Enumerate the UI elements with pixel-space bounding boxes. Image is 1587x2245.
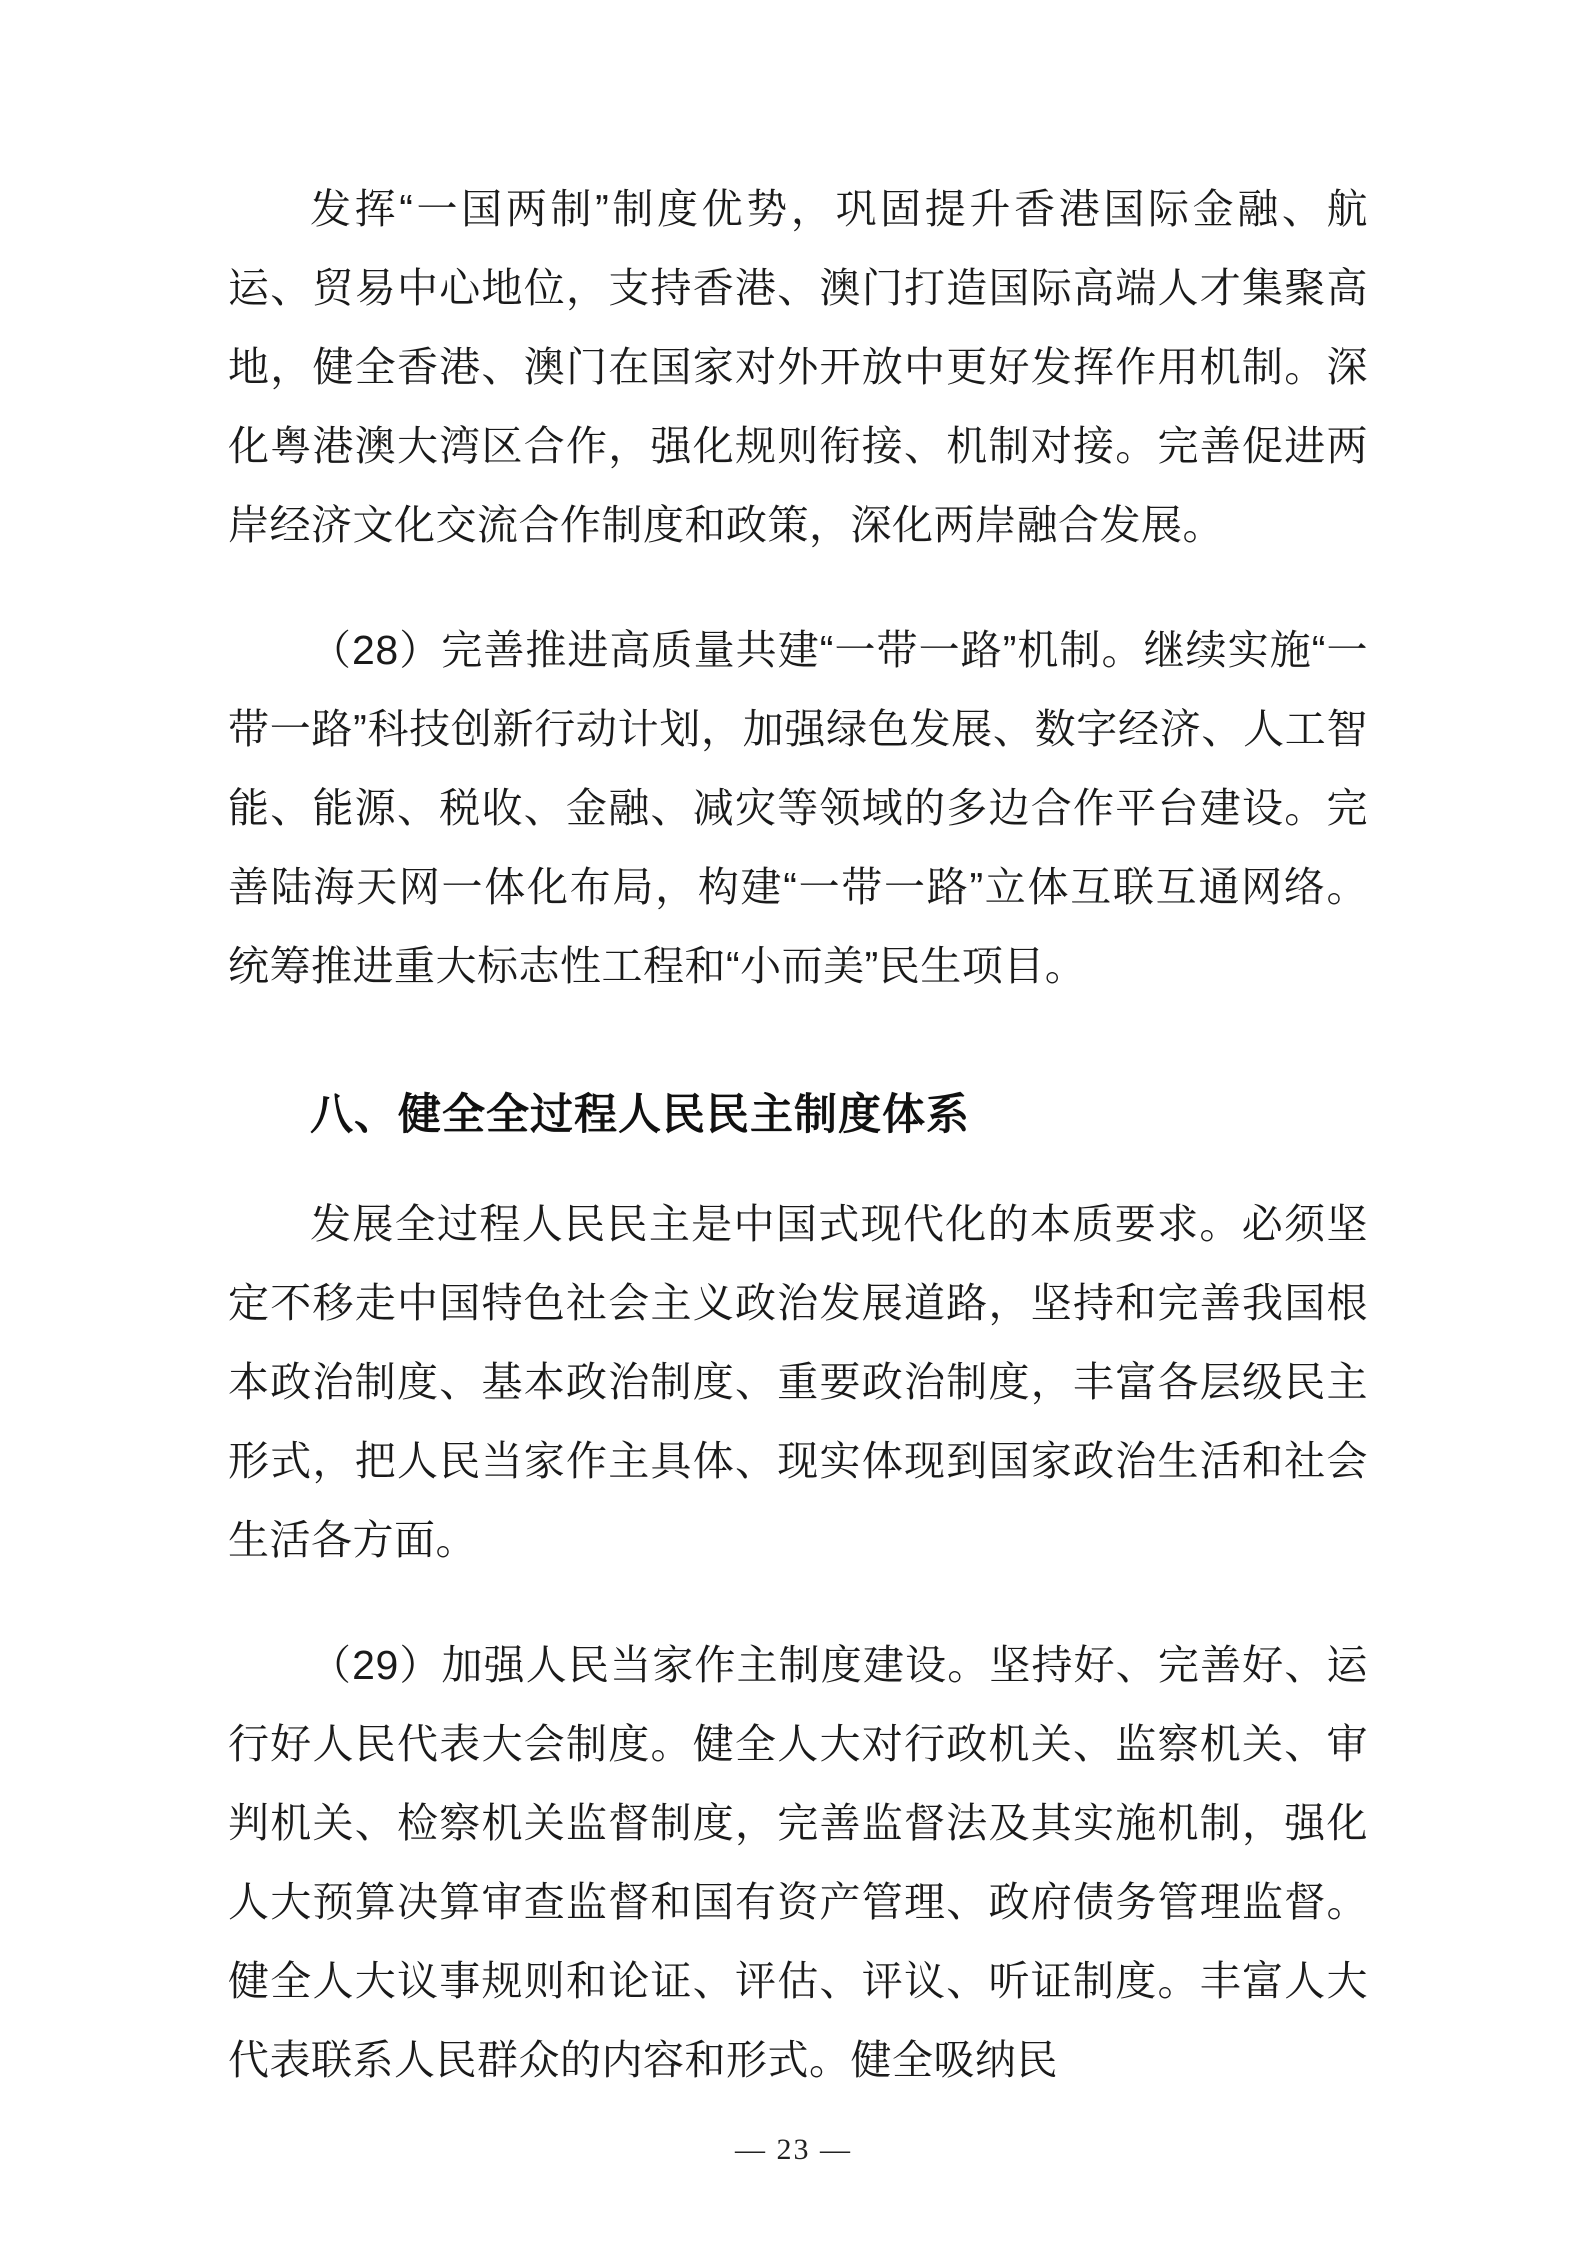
paragraph-item-29: （29）加强人民当家作主制度建设。坚持好、完善好、运行好人民代表大会制度。健全人大对行政机关、监察机关、审判机关、检察机关监督制度，完善监督法及其实施机制，强化人大预算决算审查监督和国有资产管理、政府债务管理监督。健全人大议事规则和论证、评估、评议、听证制度。丰富人大代表联系人民群众的内容和形式。健全吸纳民 [228, 1642, 1368, 2083]
paragraph-item-28: （28）完善推进高质量共建“一带一路”机制。继续实施“一带一路”科技创新行动计划，加强绿色发展、数字经济、人工智能、能源、税收、金融、减灾等领域的多边合作平台建设。完善陆海天网一体化布局，构建“一带一路”立体互联互通网络。统筹推进重大标志性工程和“小而美”民生项目。 [228, 627, 1368, 989]
paragraph-hong-kong-macao: 发挥“一国两制”制度优势，巩固提升香港国际金融、航运、贸易中心地位，支持香港、澳门打造国际高端人才集聚高地，健全香港、澳门在国家对外开放中更好发挥作用机制。深化粤港澳大湾区合作，强化规则衔接、机制对接。完善促进两岸经济文化交流合作制度和政策，深化两岸融合发展。 [228, 186, 1368, 548]
section-heading-eight: 八、健全全过程人民民主制度体系 [310, 1091, 970, 1139]
paragraph-whole-process-democracy: 发展全过程人民民主是中国式现代化的本质要求。必须坚定不移走中国特色社会主义政治发展道路，坚持和完善我国根本政治制度、基本政治制度、重要政治制度，丰富各层级民主形式，把人民当家作主具体、现实体现到国家政治生活和社会生活各方面。 [228, 1201, 1368, 1563]
page-content [228, 170, 1368, 2146]
page-number: — 23 — [735, 2133, 852, 2166]
